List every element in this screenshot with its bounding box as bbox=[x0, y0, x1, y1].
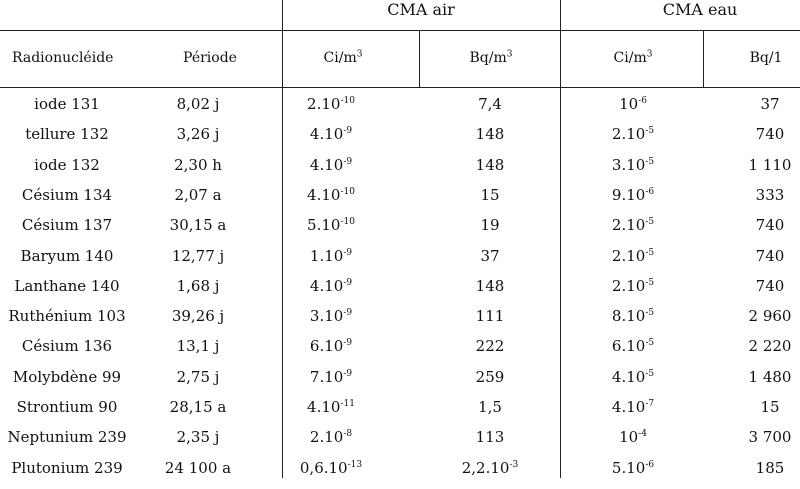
cell-air-ci: $2.10^{-8}$ bbox=[309, 428, 353, 447]
column-header-air-ci: $Ci/m^3$ bbox=[323, 49, 363, 66]
cell-radionucleide: Lanthane 140 bbox=[14, 276, 120, 295]
cell-air-bq: 19 bbox=[480, 216, 500, 235]
cell-periode: 2,30 h bbox=[174, 155, 222, 174]
cell-eau-bq: 740 bbox=[755, 276, 785, 295]
cell-eau-bq: 1 110 bbox=[748, 155, 792, 174]
table-row bbox=[0, 277, 800, 307]
header-rule bbox=[0, 30, 800, 31]
cell-eau-bq: 1 480 bbox=[748, 367, 792, 386]
cell-periode: 24 100 a bbox=[164, 458, 232, 477]
table-row bbox=[0, 156, 800, 186]
cell-eau-ci: $8.10^{-5}$ bbox=[611, 307, 655, 326]
cell-air-ci: $6.10^{-9}$ bbox=[309, 337, 353, 356]
cell-periode: 13,1 j bbox=[176, 337, 220, 356]
cell-eau-ci: $2.10^{-5}$ bbox=[611, 125, 655, 144]
column-header-periode: Période bbox=[183, 50, 237, 66]
table-row bbox=[0, 428, 800, 458]
cell-air-ci: $5.10^{-10}$ bbox=[307, 216, 355, 235]
cell-air-ci: $4.10^{-9}$ bbox=[309, 125, 353, 144]
table-row bbox=[0, 307, 800, 337]
cell-eau-ci: $2.10^{-5}$ bbox=[611, 276, 655, 295]
cell-eau-bq: 740 bbox=[755, 246, 785, 265]
cell-air-ci: $0,6.10^{-13}$ bbox=[299, 458, 363, 477]
cell-radionucleide: Ruthénium 103 bbox=[8, 307, 126, 326]
cell-air-ci: $1.10^{-9}$ bbox=[309, 246, 353, 265]
cell-eau-ci: $9.10^{-6}$ bbox=[611, 185, 655, 204]
cell-eau-bq: 333 bbox=[755, 185, 785, 204]
cell-periode: 8,02 j bbox=[176, 95, 220, 113]
cell-eau-bq: 2 220 bbox=[748, 337, 792, 356]
cell-radionucleide: Baryum 140 bbox=[20, 246, 114, 265]
group-header-eau: CMA eau bbox=[662, 0, 738, 19]
cell-periode: 3,26 j bbox=[176, 125, 220, 144]
cell-radionucleide: tellure 132 bbox=[25, 125, 109, 144]
cell-radionucleide: Césium 134 bbox=[21, 185, 113, 204]
cell-air-ci: $2.10^{-10}$ bbox=[307, 95, 355, 113]
cell-air-ci: $4.10^{-9}$ bbox=[309, 155, 353, 174]
cell-periode: 39,26 j bbox=[171, 307, 225, 326]
cell-periode: 12,77 j bbox=[171, 246, 225, 265]
cell-radionucleide: iode 131 bbox=[34, 95, 100, 113]
table-row bbox=[0, 337, 800, 367]
cell-air-bq: 7,4 bbox=[478, 95, 502, 113]
cell-eau-bq: 37 bbox=[760, 95, 780, 113]
cell-air-bq: 148 bbox=[475, 155, 505, 174]
cell-radionucleide: Neptunium 239 bbox=[7, 428, 127, 447]
cell-air-bq: 148 bbox=[475, 125, 505, 144]
cell-air-bq: 15 bbox=[480, 185, 500, 204]
cell-radionucleide: iode 132 bbox=[34, 155, 100, 174]
column-divider bbox=[419, 30, 420, 88]
cell-air-ci: $4.10^{-9}$ bbox=[309, 276, 353, 295]
cell-radionucleide: Molybdène 99 bbox=[12, 367, 122, 386]
table-row bbox=[0, 216, 800, 246]
cell-periode: 2,35 j bbox=[176, 428, 220, 447]
table-row bbox=[0, 125, 800, 155]
column-divider bbox=[703, 30, 704, 88]
cell-air-bq: 37 bbox=[480, 246, 500, 265]
cell-air-ci: $4.10^{-10}$ bbox=[307, 185, 355, 204]
cell-air-ci: $7.10^{-9}$ bbox=[309, 367, 353, 386]
cell-eau-ci: $10^{-4}$ bbox=[619, 428, 647, 447]
column-header-eau-ci: $Ci/m^3$ bbox=[613, 49, 653, 66]
cell-eau-ci: $3.10^{-5}$ bbox=[611, 155, 655, 174]
table-row bbox=[0, 459, 800, 489]
cell-air-bq: $2,2.10^{-3}$ bbox=[461, 458, 519, 477]
cell-eau-bq: 740 bbox=[755, 125, 785, 144]
column-header-air-bq: $Bq/m^3$ bbox=[469, 49, 513, 66]
cell-radionucleide: Strontium 90 bbox=[16, 398, 118, 416]
group-header-air: CMA air bbox=[387, 0, 455, 19]
table-row bbox=[0, 186, 800, 216]
cell-eau-ci: $5.10^{-6}$ bbox=[611, 458, 655, 477]
cell-air-ci: $4.10^{-11}$ bbox=[307, 398, 355, 416]
cell-air-bq: 111 bbox=[475, 307, 505, 326]
column-header-eau-bq: Bq/1 bbox=[749, 50, 783, 66]
cell-eau-ci: $2.10^{-5}$ bbox=[611, 246, 655, 265]
table-row bbox=[0, 247, 800, 277]
cell-air-bq: 1,5 bbox=[478, 398, 502, 416]
cell-periode: 28,15 a bbox=[169, 398, 227, 416]
cell-air-bq: 259 bbox=[475, 367, 505, 386]
cell-air-bq: 113 bbox=[475, 428, 505, 447]
cell-eau-bq: 15 bbox=[760, 398, 780, 416]
cell-radionucleide: Césium 136 bbox=[21, 337, 113, 356]
cell-eau-bq: 3 700 bbox=[748, 428, 792, 447]
cell-periode: 1,68 j bbox=[176, 276, 220, 295]
cell-eau-bq: 2 960 bbox=[748, 307, 792, 326]
cell-radionucleide: Plutonium 239 bbox=[11, 458, 123, 477]
cell-eau-ci: $4.10^{-7}$ bbox=[611, 398, 655, 416]
cell-air-ci: $3.10^{-9}$ bbox=[309, 307, 353, 326]
cell-periode: 2,75 j bbox=[176, 367, 220, 386]
cell-air-bq: 222 bbox=[475, 337, 505, 356]
cell-periode: 2,07 a bbox=[174, 185, 222, 204]
cell-air-bq: 148 bbox=[475, 276, 505, 295]
cell-radionucleide: Césium 137 bbox=[21, 216, 113, 235]
cell-eau-ci: $2.10^{-5}$ bbox=[611, 216, 655, 235]
cell-eau-ci: $4.10^{-5}$ bbox=[611, 367, 655, 386]
cell-periode: 30,15 a bbox=[169, 216, 227, 235]
table-row bbox=[0, 368, 800, 398]
cell-eau-ci: $6.10^{-5}$ bbox=[611, 337, 655, 356]
cell-eau-ci: $10^{-6}$ bbox=[619, 95, 647, 113]
table-row bbox=[0, 398, 800, 428]
header-rule bbox=[0, 87, 800, 88]
column-header-radionucleide: Radionucléide bbox=[12, 50, 114, 66]
cell-eau-bq: 185 bbox=[755, 458, 785, 477]
cell-eau-bq: 740 bbox=[755, 216, 785, 235]
table-row bbox=[0, 95, 800, 125]
